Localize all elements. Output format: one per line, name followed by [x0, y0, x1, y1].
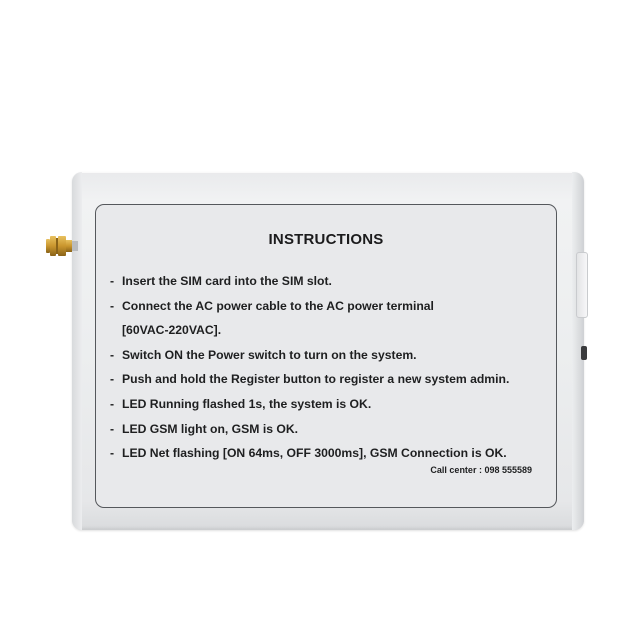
- instruction-text: Switch ON the Power switch to turn on the system.: [122, 347, 417, 362]
- instruction-item: [110, 343, 550, 368]
- instruction-item: [110, 441, 550, 466]
- instruction-item: [110, 392, 550, 417]
- power-switch-icon: [581, 346, 587, 360]
- bullet-dash: -: [110, 421, 115, 436]
- instruction-item: [110, 294, 550, 343]
- instruction-text: LED GSM light on, GSM is OK.: [122, 421, 299, 436]
- bullet-dash: -: [110, 396, 115, 411]
- call-center-text: Call center : 098 555589: [430, 465, 532, 475]
- instructions-label: [95, 204, 557, 508]
- instruction-item: [110, 417, 550, 442]
- enclosure-left-edge: [72, 172, 82, 530]
- instruction-text: LED Running flashed 1s, the system is OK.: [122, 396, 372, 411]
- instruction-text: Insert the SIM card into the SIM slot.: [122, 274, 332, 288]
- instructions-title: INSTRUCTIONS: [268, 231, 384, 248]
- instruction-item: [110, 367, 550, 392]
- instructions-list: [110, 269, 550, 466]
- bullet-dash: -: [110, 372, 115, 387]
- sma-antenna-connector-icon: [44, 228, 80, 264]
- bullet-dash: -: [110, 298, 115, 313]
- instruction-text: Push and hold the Register button to register a new system admin.: [122, 372, 510, 387]
- bullet-dash: -: [110, 274, 115, 288]
- bullet-dash: -: [110, 347, 115, 362]
- sim-slot-icon: [576, 252, 588, 318]
- bullet-dash: -: [110, 446, 115, 461]
- instruction-item: [110, 269, 550, 294]
- instruction-continuation: [60VAC-220VAC].: [122, 323, 222, 338]
- instruction-text: Connect the AC power cable to the AC power terminal: [122, 298, 434, 313]
- instruction-text: LED Net flashing [ON 64ms, OFF 3000ms], GSM Connection is OK.: [122, 446, 507, 461]
